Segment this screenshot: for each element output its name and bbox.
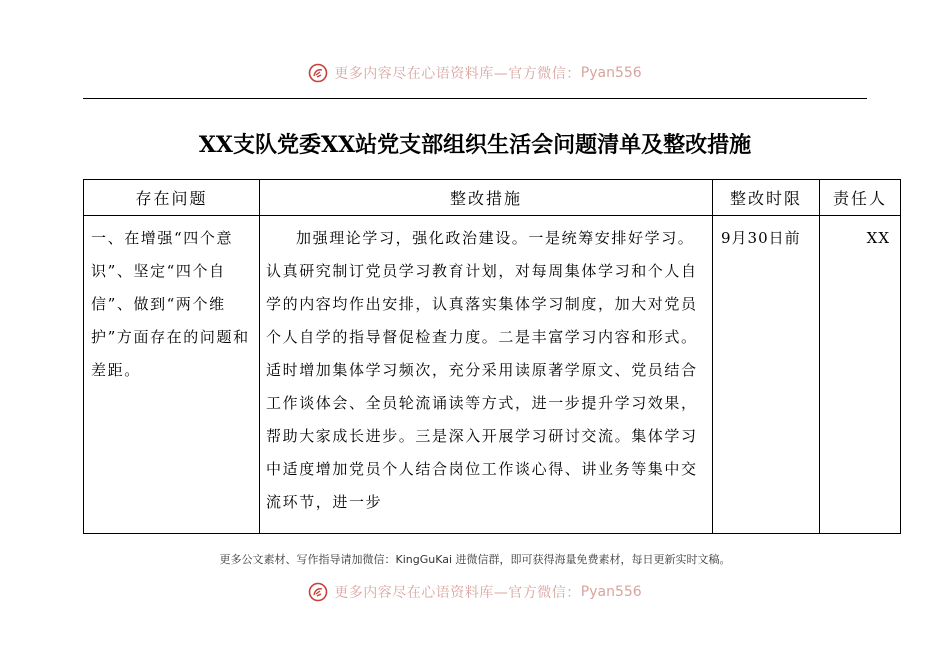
column-header-deadline: 整改时限 xyxy=(713,180,820,216)
document-title: XX支队党委XX站党支部组织生活会问题清单及整改措施 xyxy=(198,132,752,158)
problem-text: 一、在增强“四个意识”、坚定“四个自信”、做到“两个维护”方面存在的问题和差距。 xyxy=(91,229,250,379)
watermark-text: 更多内容尽在心语资料库—官方微信： xyxy=(334,585,581,601)
watermark-header xyxy=(0,60,950,86)
table-header-row xyxy=(84,180,901,216)
rectification-table xyxy=(83,179,901,534)
seal-logo-icon xyxy=(308,582,328,602)
watermark-handle: Pyan556 xyxy=(580,584,642,600)
deadline-cell xyxy=(713,216,820,534)
header-rule xyxy=(83,98,867,99)
problem-cell xyxy=(84,216,260,534)
owner-text: XX xyxy=(866,229,890,247)
footer-note: 更多公文素材、写作指导请加微信：KingGuKai 进微信群，即可获得海量免费素材，每日更新实时文稿。 xyxy=(219,553,731,566)
watermark-handle: Pyan556 xyxy=(580,65,642,81)
column-header-problem: 存在问题 xyxy=(84,180,260,216)
seal-logo-icon xyxy=(308,63,328,83)
measure-cell xyxy=(260,216,713,534)
watermark-footer xyxy=(0,579,950,605)
owner-cell xyxy=(820,216,901,534)
column-header-owner: 责任人 xyxy=(820,180,901,216)
watermark-text: 更多内容尽在心语资料库—官方微信： xyxy=(334,66,581,82)
column-header-measure: 整改措施 xyxy=(260,180,713,216)
table-row xyxy=(84,216,901,534)
deadline-text: 9月30日前 xyxy=(721,229,801,247)
measure-text: 加强理论学习，强化政治建设。一是统筹安排好学习。认真研究制订党员学习教育计划，对每周集体学习和个人自学的内容均作出安排，认真落实集体学习制度，加大对党员个人自学的指导督促检查力度。二是丰富学习内容和形式。适时增加集体学习频次，充分采用读原著学原文、党员结合工作谈体会、全员轮流诵读等方式，进一步提升学习效果，帮助大家成长进步。三是深入开展学习研讨交流。集体学习中适度增加党员个人结合岗位工作谈心得、讲业务等集中交流环节，进一步 xyxy=(266,229,698,511)
